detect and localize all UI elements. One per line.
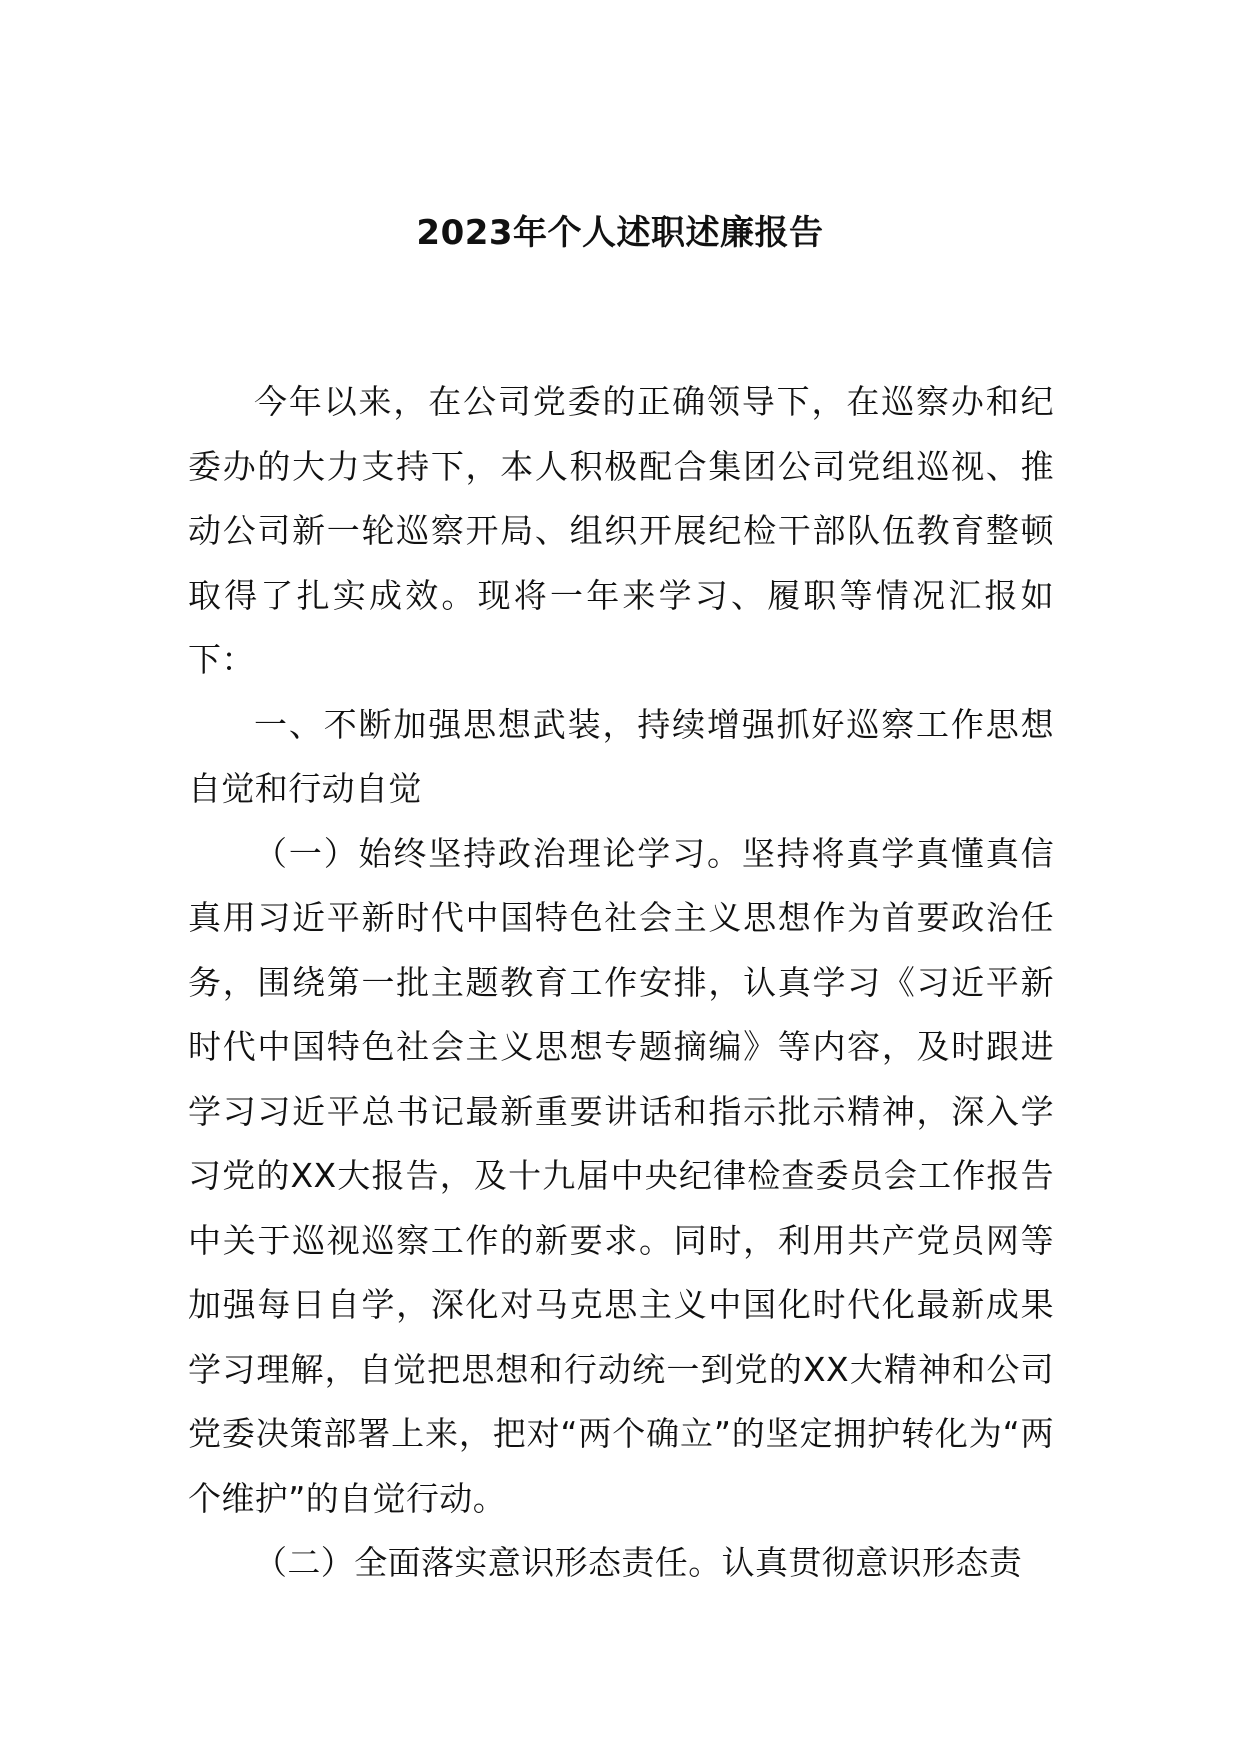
paragraph-subsection-1: （一）始终坚持政治理论学习。坚持将真学真懂真信真用习近平新时代中国特色社会主义思想作为首要政治任务，围绕第一批主题教育工作安排，认真学习《习近平新时代中国特色社会主义思想专题摘编》等内容，及时跟进学习习近平总书记最新重要讲话和指示批示精神，深入学习党的XX大报告，及十九届中央纪律检查委员会工作报告中关于巡视巡察工作的新要求。同时，利用共产党员网等加强每日自学，深化对马克思主义中国化时代化最新成果学习理解，自觉把思想和行动统一到党的XX大精神和公司党委决策部署上来，把对“两个确立”的坚定拥护转化为“两个维护”的自觉行动。 — [188, 833, 1054, 1518]
paragraph-intro: 今年以来，在公司党委的正确领导下，在巡察办和纪委办的大力支持下，本人积极配合集团公司党组巡视、推动公司新一轮巡察开局、组织开展纪检干部队伍教育整顿取得了扎实成效。现将一年来学习、履职等情况汇报如下： — [188, 382, 1054, 679]
document-title: 2023年个人述职述廉报告 — [416, 213, 824, 253]
section-heading-1: 一、不断加强思想武装，持续增强抓好巡察工作思想自觉和行动自觉 — [188, 704, 1054, 808]
document-body — [188, 370, 1054, 1596]
paragraph-subsection-2: （二）全面落实意识形态责任。认真贯彻意识形态责 — [254, 1543, 1023, 1582]
